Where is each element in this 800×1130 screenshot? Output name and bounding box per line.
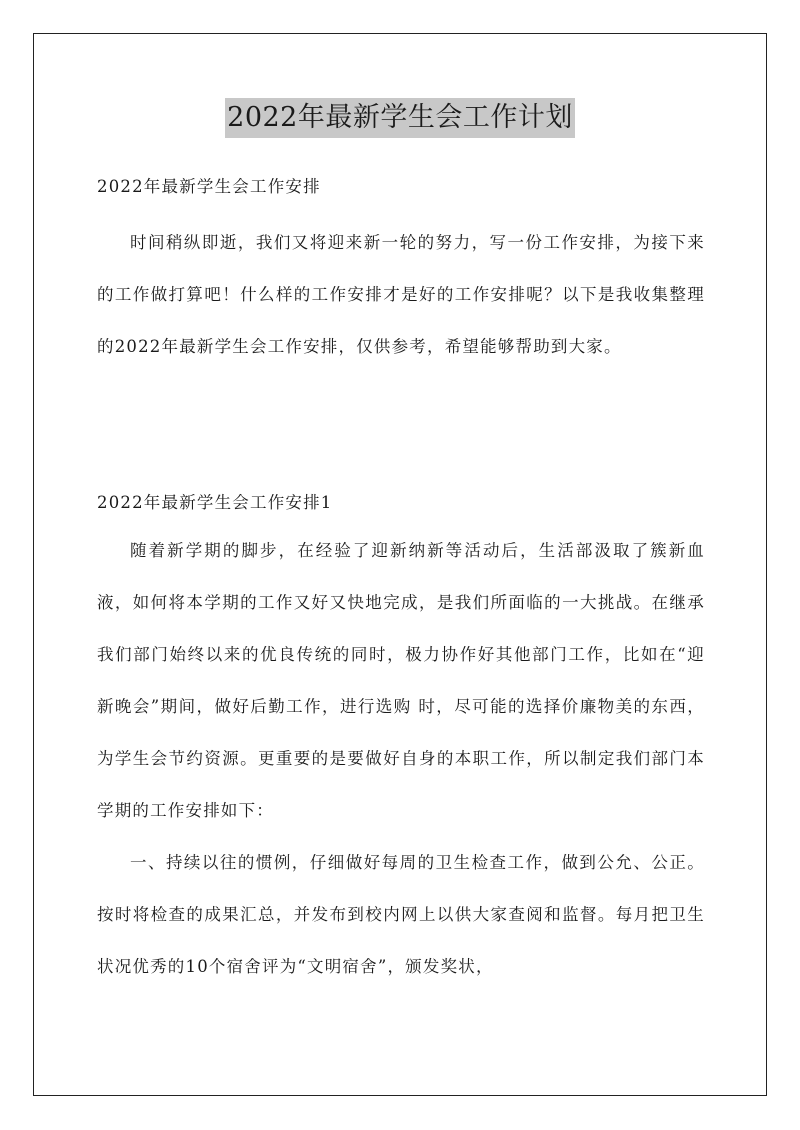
body-paragraph-1: 随着新学期的脚步，在经验了迎新纳新等活动后，生活部汲取了簇新血液，如何将本学期的工作又好又快地完成，是我们所面临的一大挑战。在继承我们部门始终以来的优良传统的同时，极力协作好其他部门工作，比如在“迎新晚会”期间，做好后勤工作，进行选购 时，尽可能的选择价廉物美的东西，为学生会节约资源。更重要的是要做好自身的本职工作，所以制定我们部门本学期的工作安排如下：	[97, 541, 705, 820]
intro-paragraph: 时间稍纵即逝，我们又将迎来新一轮的努力，写一份工作安排，为接下来的工作做打算吧！什么样的工作安排才是好的工作安排呢？以下是我收集整理的2022年最新学生会工作安排，仅供参考，希望能够帮助到大家。	[97, 233, 705, 356]
title-container	[0, 98, 800, 138]
document-title: 2022年最新学生会工作计划	[225, 98, 575, 138]
section-heading-2: 2022年最新学生会工作安排1	[97, 493, 333, 512]
body-paragraph-2: 一、持续以往的惯例，仔细做好每周的卫生检查工作，做到公允、公正。按时将检查的成果汇总，并发布到校内网上以供大家查阅和监督。每月把卫生状况优秀的10个宿舍评为“文明宿舍”，颁发奖状，	[97, 853, 705, 976]
section-heading-1: 2022年最新学生会工作安排	[97, 177, 321, 196]
